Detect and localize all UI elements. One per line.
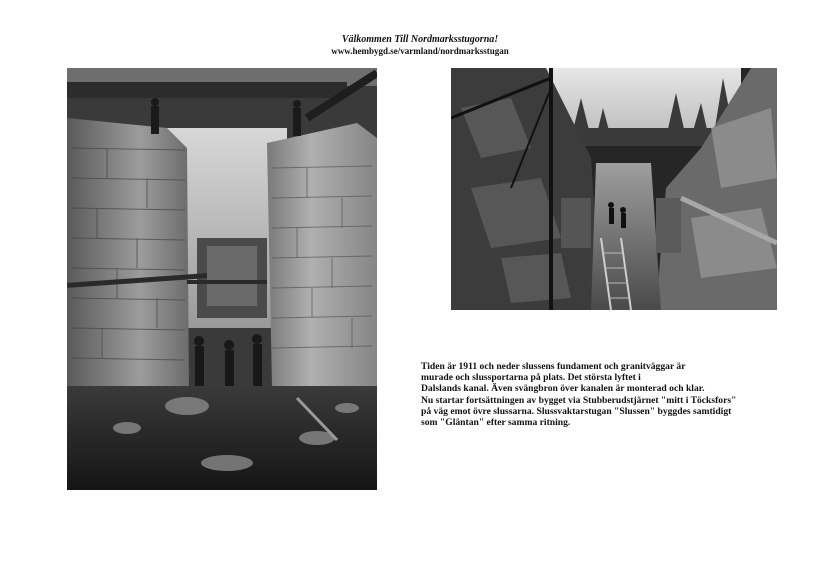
caption-line: på väg emot övre slussarna. Slussvaktarstugan "Slussen" byggdes samtidigt: [421, 405, 732, 417]
lock-construction-photo: [67, 68, 377, 490]
caption-line: som "Gläntan" efter samma ritning.: [421, 417, 571, 429]
lock-construction-image-icon: [67, 68, 377, 490]
photo-caption: [421, 361, 801, 428]
caption-line: Dalslands kanal. Även svängbron över kanalen är monterad och klar.: [421, 383, 705, 395]
caption-line: Tiden är 1911 och neder slussens fundament och granitväggar är: [421, 361, 686, 372]
page-title: Välkommen Till Nordmarksstugorna!: [341, 34, 499, 45]
website-url: www.hembygd.se/varmland/nordmarksstugan: [331, 46, 509, 56]
page-header: [0, 34, 840, 57]
canal-excavation-image-icon: [451, 68, 777, 310]
caption-line: Nu startar fortsättningen av bygget via Stubberudstjärnet "mitt i Töcksfors": [421, 394, 737, 406]
canal-excavation-photo: [451, 68, 777, 310]
caption-line: murade och slussportarna på plats. Det största lyftet i: [421, 372, 641, 384]
